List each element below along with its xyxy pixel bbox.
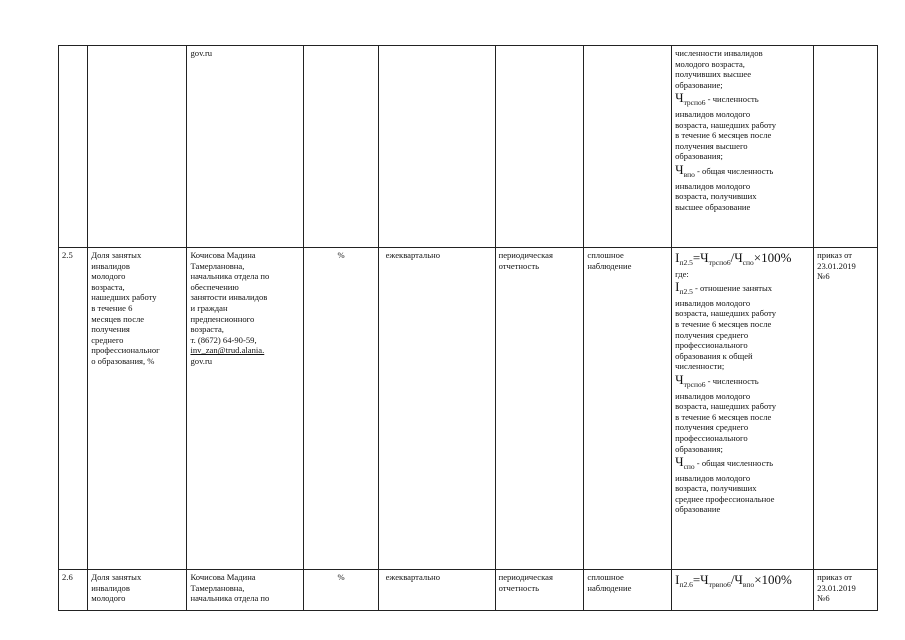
cell-formula <box>672 570 814 611</box>
document-line: приказ от <box>817 572 853 582</box>
table-row <box>59 570 878 611</box>
source-line: отчетность <box>498 260 540 271</box>
symbol-subscript: впо <box>683 169 695 179</box>
responsible-line: начальника отдела по <box>190 593 270 604</box>
responsible-line: gov.ru <box>190 48 213 58</box>
document-line: №6 <box>817 593 830 604</box>
definition-text: - численность <box>705 94 759 105</box>
source-line: периодическая <box>498 250 553 260</box>
responsible-line: Кочисова Мадина <box>190 572 256 582</box>
definition-text: - общая численность <box>694 458 774 469</box>
unit-value: % <box>337 250 345 260</box>
indicator-table <box>58 45 878 611</box>
table-row <box>59 248 878 570</box>
table-row <box>59 46 878 248</box>
cell-name <box>88 570 187 611</box>
name-line: молодого <box>91 271 126 282</box>
symbol: /Ч <box>730 572 743 587</box>
definition-text: возраста, получивших <box>675 483 757 494</box>
symbol-subscript: трспо6 <box>708 258 731 267</box>
method-line: сплошное <box>587 250 624 260</box>
responsible-line: возраста, <box>190 324 224 335</box>
document-line: №6 <box>817 271 830 282</box>
email-link[interactable]: inv_zan@trud.alania. <box>190 345 265 356</box>
cell-formula <box>672 248 814 570</box>
source-line: отчетность <box>498 582 540 593</box>
cell-number: 2.5 <box>59 248 88 570</box>
symbol: Ч <box>675 90 684 106</box>
definition-text: высшее образование <box>675 201 751 212</box>
symbol-subscript: трвпо6 <box>708 580 731 589</box>
method-line: наблюдение <box>587 260 632 271</box>
cell-method <box>584 570 672 611</box>
symbol-subscript: трспо6 <box>683 98 706 108</box>
name-line: Доля занятых <box>91 250 142 260</box>
cell-source <box>495 248 584 570</box>
responsible-line: т. (8672) 64-90-59, <box>190 334 257 345</box>
name-line: нашедших работу <box>91 292 157 303</box>
symbol-subscript: п2.6 <box>679 580 693 589</box>
definition-text: получения среднего <box>675 422 749 433</box>
cell-periodicity <box>378 570 495 611</box>
cell-source <box>495 46 584 248</box>
responsible-line: предпенсионного <box>190 313 255 324</box>
definition-text: получения среднего <box>675 329 749 340</box>
responsible-line: занятости инвалидов <box>190 292 268 303</box>
definition-text: образование <box>675 504 721 515</box>
formula-where: где: <box>675 268 689 279</box>
name-line: среднего <box>91 334 124 345</box>
formula-main <box>675 572 810 591</box>
symbol-subscript: спо <box>742 258 754 267</box>
symbol: I <box>675 279 680 295</box>
symbol: =Ч <box>692 250 709 265</box>
formula-line: численности инвалидов <box>675 48 763 58</box>
symbol: /Ч <box>730 250 743 265</box>
responsible-line: Тамерлановна, <box>190 260 245 271</box>
cell-responsible <box>187 46 304 248</box>
document-line: приказ от <box>817 250 853 260</box>
symbol-definition <box>675 279 810 298</box>
symbol: I <box>675 572 680 587</box>
symbol-subscript: спо <box>683 462 695 472</box>
name-line: профессиональног <box>91 345 160 356</box>
cell-unit <box>304 46 378 248</box>
definition-text: инвалидов молодого <box>675 297 751 308</box>
symbol-subscript: п2.5 <box>679 258 693 267</box>
symbol: ×100% <box>753 250 792 265</box>
responsible-line: Кочисова Мадина <box>190 250 256 260</box>
cell-responsible <box>187 570 304 611</box>
definition-text: образования; <box>675 443 723 454</box>
definition-text: получения высшего <box>675 140 748 151</box>
cell-source <box>495 570 584 611</box>
periodicity-value: ежеквартально <box>385 250 441 260</box>
definition-text: численности; <box>675 361 725 372</box>
definition-text: среднее профессиональное <box>675 493 775 504</box>
cell-document <box>814 46 878 248</box>
document-line: 23.01.2019 <box>817 260 856 271</box>
cell-method <box>584 46 672 248</box>
definition-text: профессионального <box>675 432 748 443</box>
responsible-line: Тамерлановна, <box>190 582 245 593</box>
symbol: =Ч <box>692 572 709 587</box>
cell-name <box>88 46 187 248</box>
definition-text: образования; <box>675 151 723 162</box>
cell-document <box>814 248 878 570</box>
formula-line: образование; <box>675 79 723 90</box>
name-line: инвалидов <box>91 260 130 271</box>
name-line: Доля занятых <box>91 572 142 582</box>
definition-text: - отношение занятых <box>692 283 773 294</box>
symbol: ×100% <box>754 572 792 587</box>
symbol: Ч <box>675 161 684 177</box>
definition-text: - численность <box>705 375 759 386</box>
symbol-definition <box>675 90 810 109</box>
cell-formula <box>672 46 814 248</box>
responsible-line: и граждан <box>190 302 228 313</box>
document-line: 23.01.2019 <box>817 582 856 593</box>
responsible-line: обеспечению <box>190 281 239 292</box>
formula-line: получивших высшее <box>675 69 752 80</box>
name-line: о образования, % <box>91 355 155 366</box>
symbol-definition <box>675 454 810 473</box>
name-line: возраста, <box>91 281 125 292</box>
definition-text: в течение 6 месяцев после <box>675 318 772 329</box>
name-line: месяцев после <box>91 313 145 324</box>
cell-name <box>88 248 187 570</box>
name-line: в течение 6 <box>91 302 133 313</box>
method-line: наблюдение <box>587 582 632 593</box>
definition-text: возраста, нашедших работу <box>675 401 777 412</box>
symbol-definition <box>675 162 810 181</box>
symbol-subscript: впо <box>742 580 755 589</box>
definition-text: возраста, получивших <box>675 191 757 202</box>
definition-text: возраста, нашедших работу <box>675 308 777 319</box>
responsible-line: начальника отдела по <box>190 271 270 282</box>
cell-unit <box>304 570 378 611</box>
formula-line: молодого возраста, <box>675 58 745 69</box>
definition-text: инвалидов молодого <box>675 390 751 401</box>
symbol-definition <box>675 372 810 391</box>
cell-number: 2.6 <box>59 570 88 611</box>
symbol-subscript: п2.5 <box>679 287 693 297</box>
symbol-subscript: трспо6 <box>683 379 706 389</box>
cell-unit <box>304 248 378 570</box>
cell-periodicity <box>378 248 495 570</box>
method-line: сплошное <box>587 572 624 582</box>
definition-text: - общая численность <box>694 165 774 176</box>
formula-main <box>675 250 810 269</box>
name-line: получения <box>91 324 130 335</box>
cell-periodicity <box>378 46 495 248</box>
email-link-tail[interactable]: gov.ru <box>190 355 213 366</box>
name-line: инвалидов <box>91 582 130 593</box>
symbol: Ч <box>675 371 684 387</box>
cell-document <box>814 570 878 611</box>
cell-number <box>59 46 88 248</box>
periodicity-value: ежеквартально <box>385 572 441 582</box>
definition-text: в течение 6 месяцев после <box>675 411 772 422</box>
definition-text: инвалидов молодого <box>675 180 751 191</box>
name-line: молодого <box>91 593 126 604</box>
definition-text: инвалидов молодого <box>675 108 751 119</box>
symbol: Ч <box>675 454 684 470</box>
definition-text: возраста, нашедших работу <box>675 119 777 130</box>
definition-text: образования к общей <box>675 350 753 361</box>
definition-text: инвалидов молодого <box>675 472 751 483</box>
definition-text: профессионального <box>675 340 748 351</box>
cell-method <box>584 248 672 570</box>
definition-text: в течение 6 месяцев после <box>675 130 772 141</box>
symbol: I <box>675 250 680 265</box>
cell-responsible <box>187 248 304 570</box>
source-line: периодическая <box>498 572 553 582</box>
unit-value: % <box>337 572 345 582</box>
